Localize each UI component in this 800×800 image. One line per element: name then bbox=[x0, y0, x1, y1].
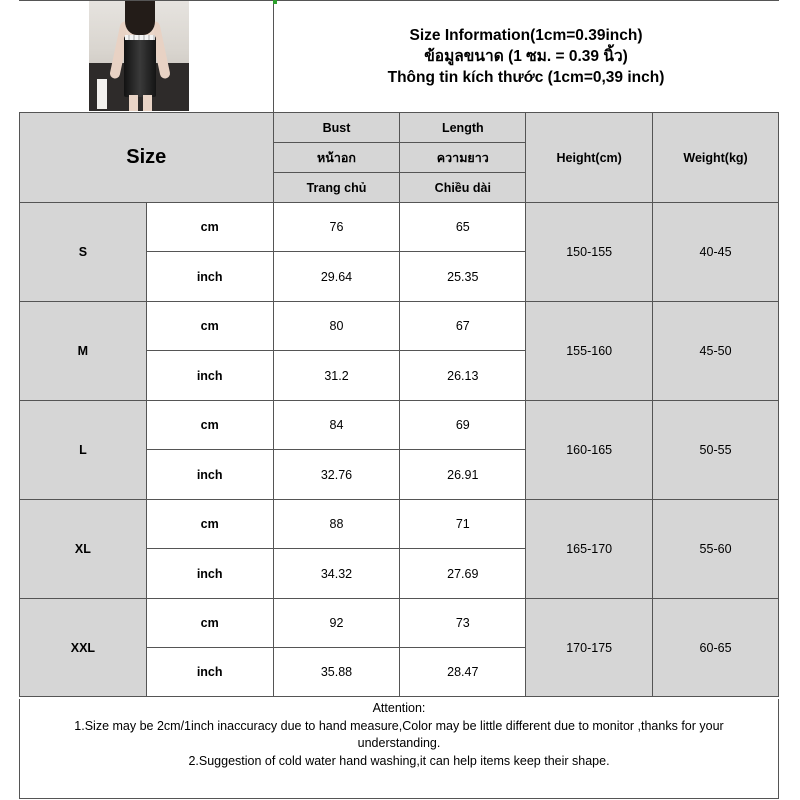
bust-cm: 92 bbox=[273, 599, 400, 648]
size-label: S bbox=[20, 203, 147, 302]
unit-cm: cm bbox=[146, 401, 273, 450]
size-label: M bbox=[20, 302, 147, 401]
weight-range: 50-55 bbox=[653, 401, 779, 500]
attention-notes bbox=[19, 699, 779, 799]
length-header-en: Length bbox=[400, 113, 526, 143]
bust-cm: 76 bbox=[273, 203, 400, 252]
length-header-vi: Chiều dài bbox=[400, 173, 526, 203]
size-table bbox=[19, 112, 779, 697]
bust-cm: 84 bbox=[273, 401, 400, 450]
size-chart bbox=[19, 0, 779, 800]
length-cm: 67 bbox=[400, 302, 526, 351]
length-cm: 65 bbox=[400, 203, 526, 252]
attention-note-1: 1.Size may be 2cm/1inch inaccuracy due to hand measure,Color may be little different due to monitor ,thanks for your understanding. bbox=[74, 718, 724, 750]
attention-title: Attention: bbox=[372, 701, 426, 715]
length-cm: 73 bbox=[400, 599, 526, 648]
info-line-english: Size Information(1cm=0.39inch) bbox=[409, 27, 643, 44]
unit-inch: inch bbox=[146, 252, 273, 302]
size-label: XXL bbox=[20, 599, 147, 697]
bust-inch: 29.64 bbox=[273, 252, 400, 302]
length-inch: 25.35 bbox=[400, 252, 526, 302]
unit-inch: inch bbox=[146, 351, 273, 401]
height-header: Height(cm) bbox=[526, 113, 653, 203]
weight-range: 60-65 bbox=[653, 599, 779, 697]
info-line-thai: ข้อมูลขนาด (1 ซม. = 0.39 นิ้ว) bbox=[424, 48, 628, 65]
length-inch: 28.47 bbox=[400, 648, 526, 697]
bust-inch: 32.76 bbox=[273, 450, 400, 500]
bust-cm: 80 bbox=[273, 302, 400, 351]
bust-cm: 88 bbox=[273, 500, 400, 549]
weight-range: 55-60 bbox=[653, 500, 779, 599]
info-line-vietnamese: Thông tin kích thước (1cm=0,39 inch) bbox=[387, 69, 665, 86]
bust-header-en: Bust bbox=[273, 113, 400, 143]
length-inch: 26.91 bbox=[400, 450, 526, 500]
weight-range: 45-50 bbox=[653, 302, 779, 401]
length-inch: 26.13 bbox=[400, 351, 526, 401]
size-label: L bbox=[20, 401, 147, 500]
unit-inch: inch bbox=[146, 648, 273, 697]
unit-cm: cm bbox=[146, 500, 273, 549]
unit-inch: inch bbox=[146, 549, 273, 599]
length-cm: 71 bbox=[400, 500, 526, 549]
attention-note-2: 2.Suggestion of cold water hand washing,it can help items keep their shape. bbox=[188, 753, 610, 768]
product-photo bbox=[89, 1, 189, 111]
unit-cm: cm bbox=[146, 203, 273, 252]
length-cm: 69 bbox=[400, 401, 526, 450]
size-label: XL bbox=[20, 500, 147, 599]
height-range: 170-175 bbox=[526, 599, 653, 697]
length-inch: 27.69 bbox=[400, 549, 526, 599]
bust-header-th: หน้าอก bbox=[273, 143, 400, 173]
unit-cm: cm bbox=[146, 599, 273, 648]
unit-inch: inch bbox=[146, 450, 273, 500]
bust-header-vi: Trang chủ bbox=[273, 173, 400, 203]
bust-inch: 34.32 bbox=[273, 549, 400, 599]
unit-cm: cm bbox=[146, 302, 273, 351]
length-header-th: ความยาว bbox=[400, 143, 526, 173]
bust-inch: 31.2 bbox=[273, 351, 400, 401]
height-range: 150-155 bbox=[526, 203, 653, 302]
height-range: 155-160 bbox=[526, 302, 653, 401]
weight-header: Weight(kg) bbox=[653, 113, 779, 203]
height-range: 160-165 bbox=[526, 401, 653, 500]
size-information-header bbox=[273, 1, 779, 112]
height-range: 165-170 bbox=[526, 500, 653, 599]
bust-inch: 35.88 bbox=[273, 648, 400, 697]
weight-range: 40-45 bbox=[653, 203, 779, 302]
size-header: Size bbox=[20, 113, 274, 203]
